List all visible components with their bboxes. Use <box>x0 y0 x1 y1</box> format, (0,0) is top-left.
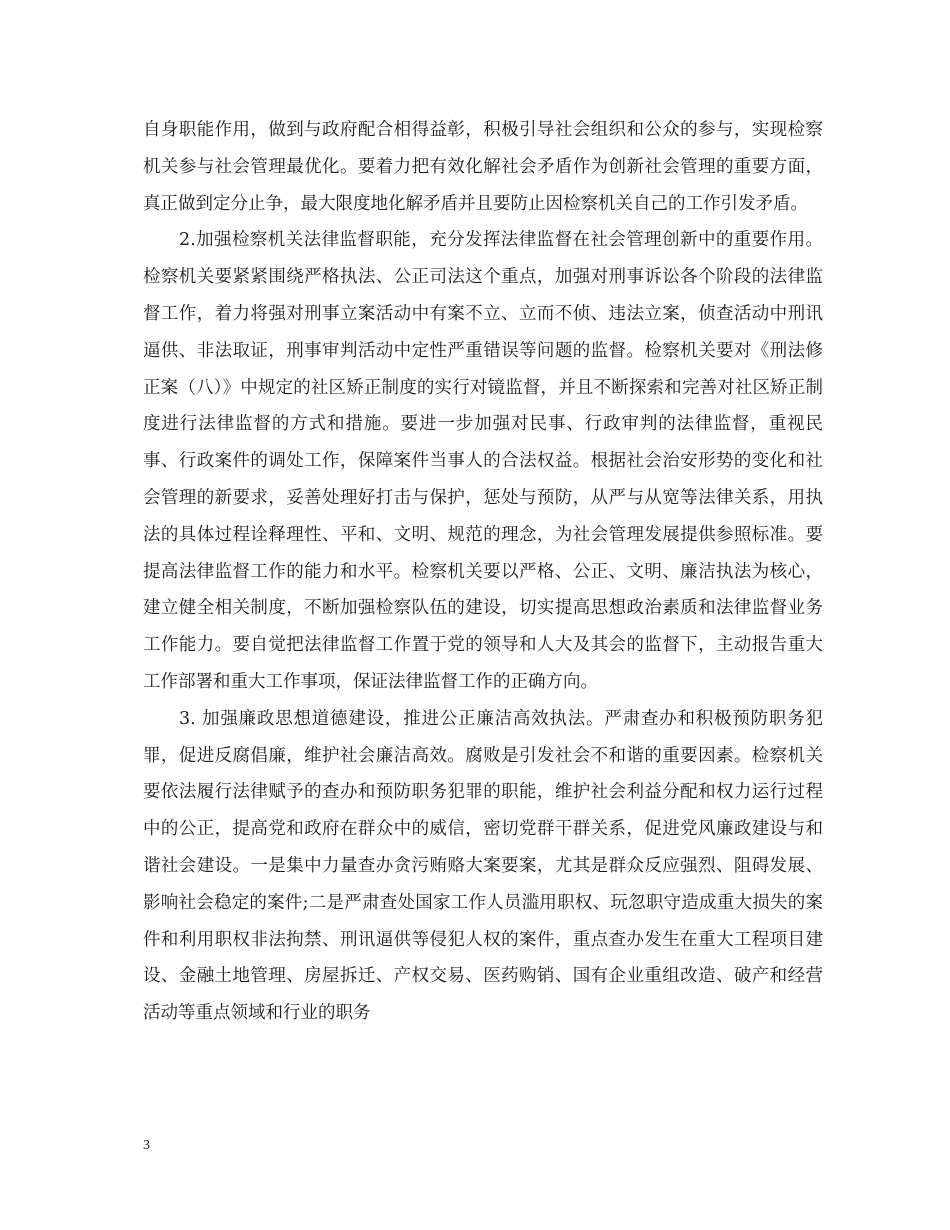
paragraph-continuation: 自身职能作用，做到与政府配合相得益彰，积极引导社会组织和公众的参与，实现检察机关参与社会管理最优化。要着力把有效化解社会矛盾作为创新社会管理的重要方面，真正做到定分止争，最大限度地化解矛盾并且要防止因检察机关自己的工作引发矛盾。 <box>143 120 823 214</box>
body-text <box>143 112 823 1032</box>
paragraph-2: 2.加强检察机关法律监督职能，充分发挥法律监督在社会管理创新中的重要作用。检察机关要紧紧围绕严格执法、公正司法这个重点，加强对刑事诉讼各个阶段的法律监督工作，着力将强对刑事立案活动中有案不立、立而不侦、违法立案，侦查活动中刑讯逼供、非法取证，刑事审判活动中定性严重错误等问题的监督。检察机关要对《刑法修正案（八）》中规定的社区矫正制度的实行对镜监督，并且不断探索和完善对社区矫正制度进行法律监督的方式和措施。要进一步加强对民事、行政审判的法律监督，重视民事、行政案件的调处工作，保障案件当事人的合法权益。根据社会治安形势的变化和社会管理的新要求，妥善处理好打击与保护，惩处与预防，从严与从宽等法律关系，用执法的具体过程诠释理性、平和、文明、规范的理念，为社会管理发展提供参照标准。要提高法律监督工作的能力和水平。检察机关要以严格、公正、文明、廉洁执法为核心，建立健全相关制度，不断加强检察队伍的建设，切实提高思想政治素质和法律监督业务工作能力。要自觉把法律监督工作置于党的领导和人大及其会的监督下，主动报告重大工作部署和重大工作事项，保证法律监督工作的正确方向。 <box>143 230 823 692</box>
paragraph-3: 3. 加强廉政思想道德建设，推进公正廉洁高效执法。严肃查办和积极预防职务犯罪，促进反腐倡廉，维护社会廉洁高效。腐败是引发社会不和谐的重要因素。检察机关要依法履行法律赋予的查办和预防职务犯罪的职能，维护社会利益分配和权力运行过程中的公正，提高党和政府在群众中的威信，密切党群干群关系，促进党风廉政建设与和谐社会建设。一是集中力量查办贪污贿赂大案要案，尤其是群众反应强烈、阻碍发展、影响社会稳定的案件;二是严肃查处国家工作人员滥用职权、玩忽职守造成重大损失的案件和利用职权非法拘禁、刑讯逼供等侵犯人权的案件，重点查办发生在重大工程项目建设、金融土地管理、房屋拆迁、产权交易、医药购销、国有企业重组改造、破产和经营活动等重点领域和行业的职务 <box>143 708 823 1024</box>
page-number: 3 <box>143 1138 150 1153</box>
